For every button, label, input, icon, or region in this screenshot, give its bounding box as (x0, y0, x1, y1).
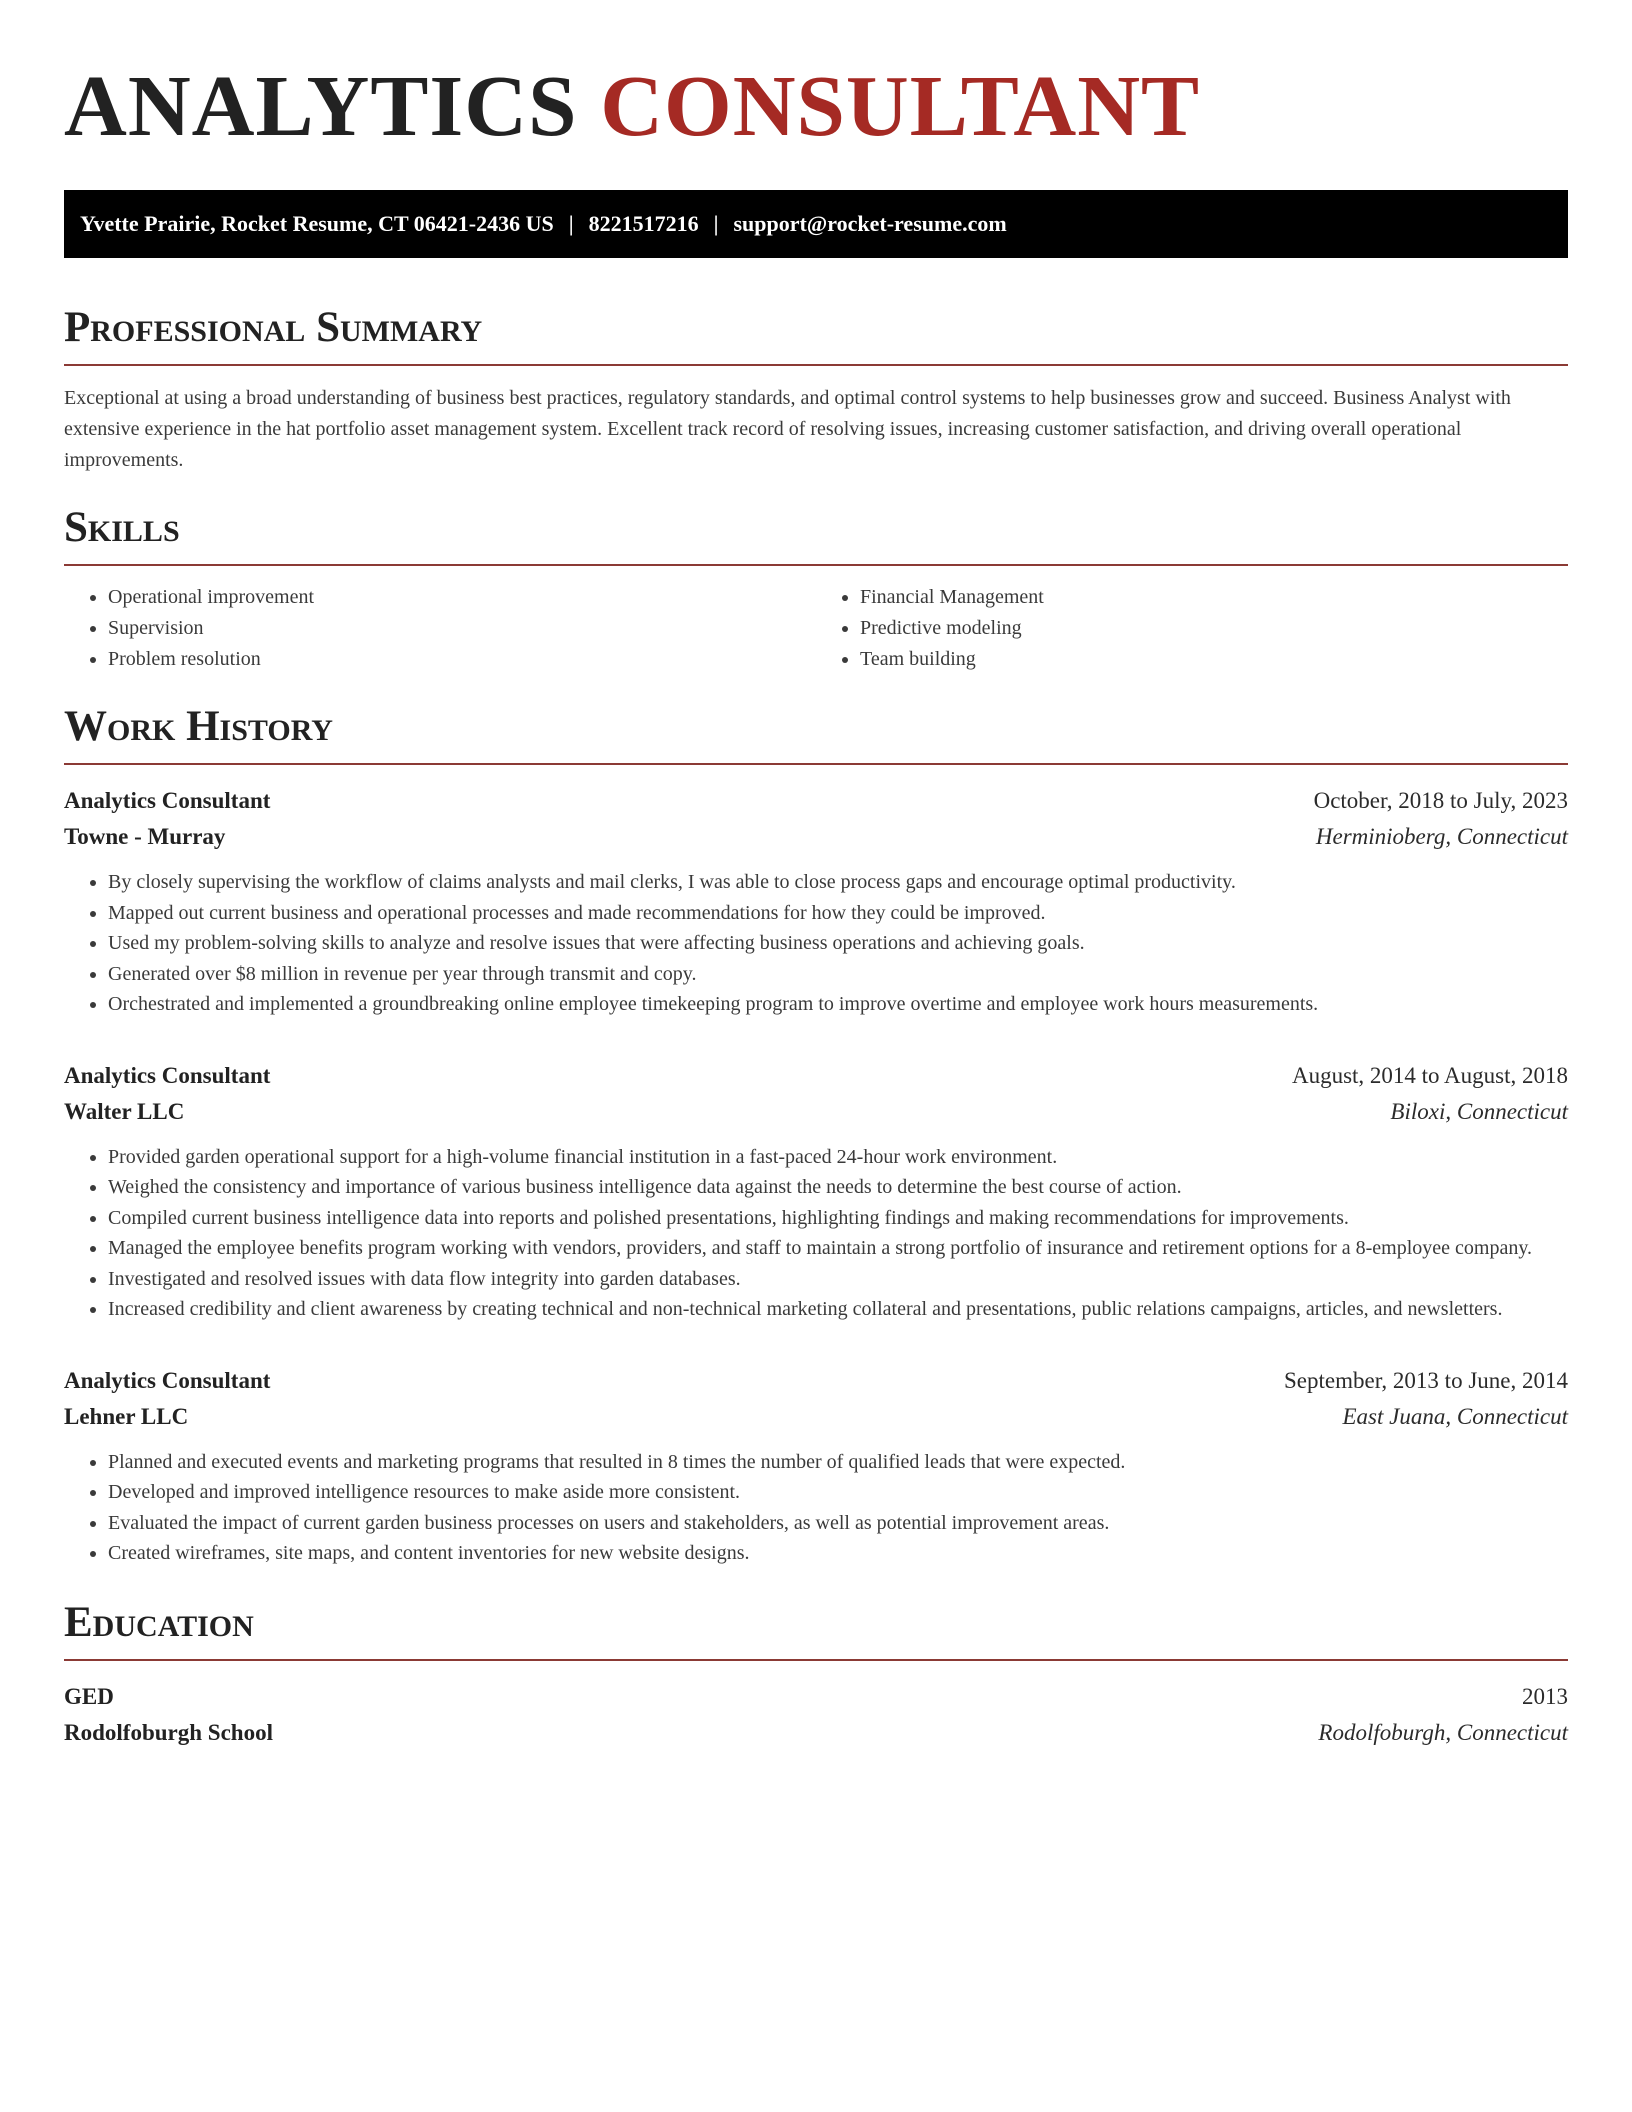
education-section (64, 1597, 1568, 1751)
title-first-word: ANALYTICS (64, 57, 578, 154)
job-title: Analytics Consultant (64, 1062, 271, 1088)
contact-separator: | (568, 211, 574, 236)
work-history-heading: Work History (64, 703, 333, 750)
title-second-word: CONSULTANT (600, 57, 1201, 154)
job-dates: September, 2013 to June, 2014 (1284, 1367, 1568, 1393)
resume-title (64, 58, 1568, 154)
education-heading: Education (64, 1598, 254, 1646)
job-bullet: • By closely supervising the workflow of claims analysts and mail clerks, I was able to close process gaps and encourage optimal productivity. (108, 867, 1568, 898)
job-company: Lehner LLC (64, 1403, 189, 1429)
job-location: Biloxi, Connecticut (1390, 1098, 1568, 1124)
section-divider (64, 763, 1568, 765)
contact-phone: 8221517216 (588, 211, 699, 236)
job-location: Herminioberg, Connecticut (1315, 824, 1568, 849)
job-dates: August, 2014 to August, 2018 (1291, 1062, 1568, 1088)
job-bullet: • Provided garden operational support for a high-volume financial institution in a fast-paced 24-hour work environment. (108, 1142, 1568, 1173)
skill-item: • Predictive modeling (860, 613, 1568, 644)
job-bullet: • Orchestrated and implemented a groundbreaking online employee timekeeping program to improve overtime and employee work hours measurements. (108, 989, 1568, 1020)
skill-item: • Problem resolution (108, 644, 816, 675)
summary-section (64, 302, 1568, 476)
job-bullet: • Developed and improved intelligence resources to make aside more consistent. (108, 1477, 1568, 1508)
job-title: Analytics Consultant (64, 1367, 271, 1393)
job-bullet: • Investigated and resolved issues with data flow integrity into garden databases. (108, 1264, 1568, 1295)
skills-section (64, 502, 1568, 675)
summary-text: Exceptional at using a broad understanding of business best practices, regulatory standards, and optimal control systems to help businesses grow and succeed. Business Analyst with extensive experience in the hat portfolio asset management system. Excellent track record of resolving issues, increasing customer satisfaction, and driving overall operational improvements. (64, 387, 1511, 471)
job-entry (64, 1058, 1568, 1325)
job-entry (64, 783, 1568, 1020)
section-divider (64, 1659, 1568, 1661)
job-entry (64, 1363, 1568, 1569)
education-school: Rodolfoburgh School (64, 1719, 273, 1745)
job-company: Walter LLC (64, 1098, 185, 1124)
skill-item: • Team building (860, 644, 1568, 675)
job-bullet: • Planned and executed events and marketing programs that resulted in 8 times the number of qualified leads that were expected. (108, 1447, 1568, 1478)
section-divider (64, 564, 1568, 566)
education-entry (64, 1679, 1568, 1751)
job-bullets (64, 1142, 1568, 1325)
skill-item: • Financial Management (860, 582, 1568, 613)
education-location: Rodolfoburgh, Connecticut (1318, 1719, 1568, 1745)
contact-separator: | (713, 211, 719, 236)
skills-column-right (816, 582, 1568, 675)
skills-column-left (64, 582, 816, 675)
contact-address: Yvette Prairie, Rocket Resume, CT 06421-2436 US (80, 211, 554, 236)
job-bullet: • Used my problem-solving skills to analyze and resolve issues that were affecting business operations and achieving goals. (108, 928, 1568, 959)
work-history-section (64, 701, 1568, 1569)
education-year: 2013 (1522, 1683, 1568, 1709)
job-bullet: • Mapped out current business and operational processes and made recommendations for how they could be improved. (108, 898, 1568, 929)
skill-item: • Operational improvement (108, 582, 816, 613)
job-bullet: • Generated over $8 million in revenue per year through transmit and copy. (108, 959, 1568, 990)
job-bullet: • Managed the employee benefits program working with vendors, providers, and staff to maintain a strong portfolio of insurance and retirement options for a 8-employee company. (108, 1233, 1568, 1264)
skills-heading: Skills (64, 504, 180, 551)
summary-heading: Professional Summary (64, 304, 483, 351)
contact-email: support@rocket-resume.com (733, 211, 1007, 236)
contact-bar (64, 190, 1568, 258)
skills-grid (64, 582, 1568, 675)
job-bullet: • Created wireframes, site maps, and content inventories for new website designs. (108, 1538, 1568, 1569)
job-location: East Juana, Connecticut (1342, 1403, 1568, 1429)
job-bullet: • Increased credibility and client awareness by creating technical and non-technical marketing collateral and presentations, public relations campaigns, articles, and newsletters. (108, 1294, 1568, 1325)
education-degree: GED (64, 1683, 114, 1709)
section-divider (64, 364, 1568, 366)
job-bullet: • Weighed the consistency and importance of various business intelligence data against the needs to determine the best course of action. (108, 1172, 1568, 1203)
skill-item: • Supervision (108, 613, 816, 644)
job-company: Towne - Murray (64, 824, 226, 849)
job-dates: October, 2018 to July, 2023 (1313, 788, 1568, 813)
job-bullet: • Evaluated the impact of current garden business processes on users and stakeholders, as well as potential improvement areas. (108, 1508, 1568, 1539)
job-bullets (64, 867, 1568, 1020)
job-bullets (64, 1447, 1568, 1569)
job-title: Analytics Consultant (64, 788, 271, 813)
job-bullet: • Compiled current business intelligence data into reports and polished presentations, highlighting findings and making recommendations for improvements. (108, 1203, 1568, 1234)
